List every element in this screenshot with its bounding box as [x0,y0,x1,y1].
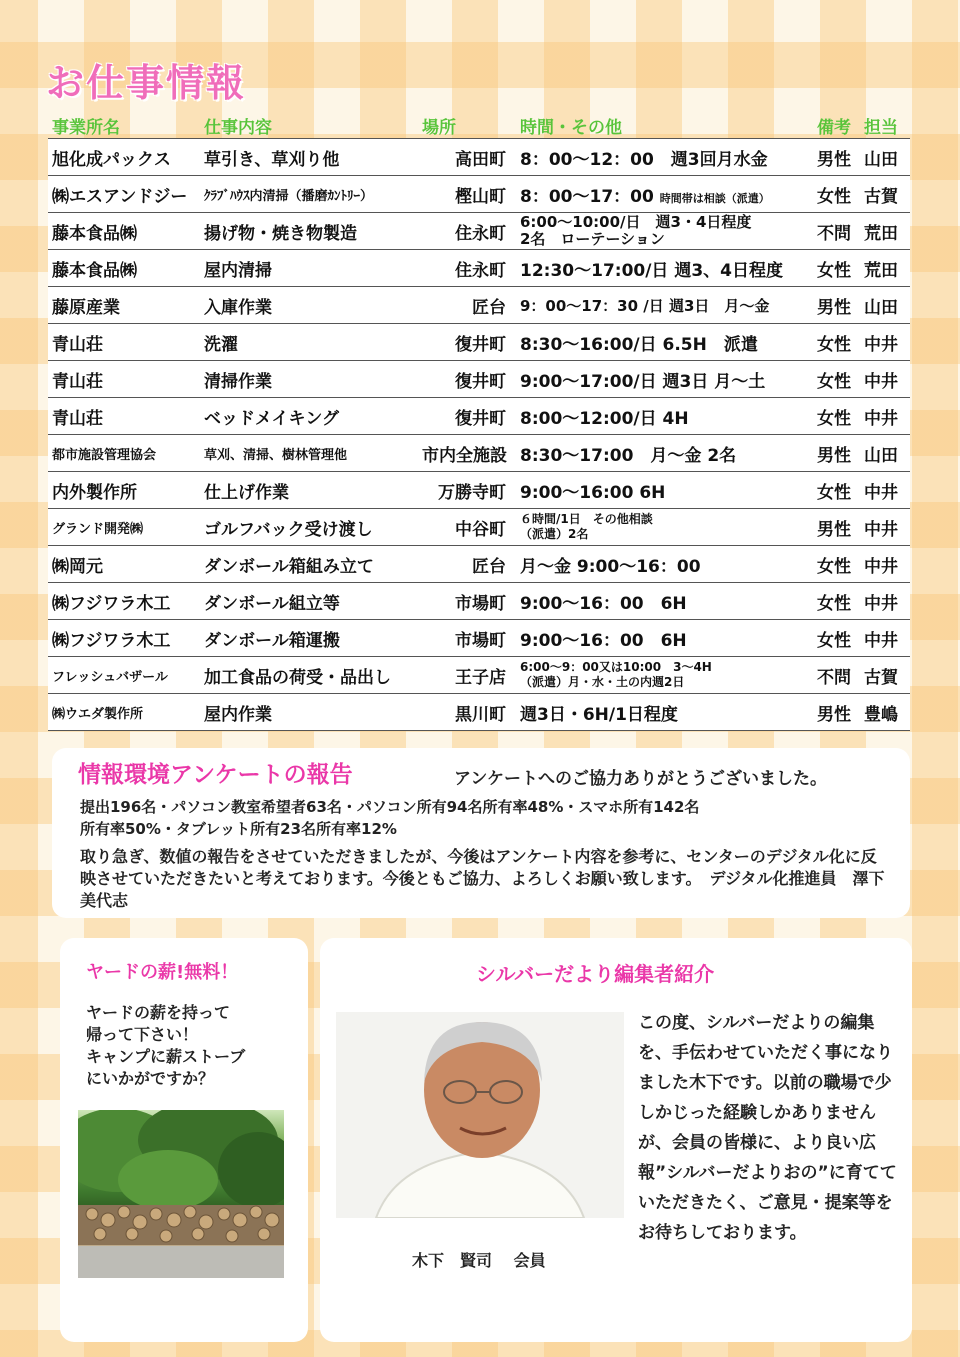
table-row [48,435,910,472]
header-time: 時間・その他 [520,118,622,138]
cell-note: 不問 [808,213,860,250]
cell-time [516,176,808,213]
yard-text: ヤードの薪を持って 帰って下さい！ キャンプに薪ストーブ にいかがですか？ [86,1003,246,1088]
cell-time: 9:00～16:00 6H [516,472,808,509]
table-row [48,324,910,361]
table-row [48,139,910,176]
cell-work: 揚げ物・焼き物製造 [200,213,418,250]
cell-note: 男性 [808,287,860,324]
header-location: 場所 [422,118,456,138]
cell-person: 中井 [860,324,910,361]
cell-location: 市内全施設 [418,435,516,472]
cell-location: 中谷町 [418,509,516,546]
cell-office: 青山荘 [48,361,200,398]
cell-office: 藤本食品㈱ [48,213,200,250]
cell-time: 6:00～10:00/日 週3・4日程度 2名 ローテーション [516,213,808,250]
table-row [48,176,910,213]
cell-time: 8:30～16:00/日 6.5H 派遣 [516,324,808,361]
header-work: 仕事内容 [204,118,272,138]
cell-work: 草刈、清掃、樹林管理他 [200,435,418,472]
cell-person: 豊嶋 [860,694,910,731]
survey-panel [52,748,910,918]
table-row [48,509,910,546]
cell-office: ㈱岡元 [48,546,200,583]
cell-office: 青山荘 [48,324,200,361]
survey-thanks: アンケートへのご協力ありがとうございました。 [454,769,827,789]
cell-office: 旭化成パックス [48,139,200,176]
cell-person: 古賀 [860,657,910,694]
cell-work: 屋内清掃 [200,250,418,287]
cell-location: 復井町 [418,324,516,361]
cell-note: 女性 [808,361,860,398]
cell-work: 入庫作業 [200,287,418,324]
cell-person: 中井 [860,620,910,657]
cell-person: 山田 [860,287,910,324]
cell-note: 女性 [808,176,860,213]
time-small: 時間帯は相談（派遣） [659,191,770,205]
survey-stats [80,796,900,840]
cell-person: 中井 [860,583,910,620]
cell-time: 9：00～17：30 /日 週3日 月～金 [516,287,808,324]
yard-panel [60,938,308,1342]
cell-time: ６時間/1日 その他相談 （派遣）2名 [516,509,808,546]
cell-location: 王子店 [418,657,516,694]
firewood-image [78,1110,284,1278]
header-office: 事業所名 [52,118,120,138]
cell-note: 男性 [808,139,860,176]
editor-portrait-image [336,1012,624,1218]
cell-person: 中井 [860,472,910,509]
cell-person: 中井 [860,546,910,583]
cell-location: 市場町 [418,620,516,657]
table-row [48,583,910,620]
cell-person: 荒田 [860,213,910,250]
table-row [48,398,910,435]
jobs-header-row [48,110,910,139]
table-row [48,250,910,287]
table-row [48,472,910,509]
cell-time: 8：00～12：00 週3回月水金 [516,139,808,176]
cell-person: 中井 [860,509,910,546]
survey-body: 取り急ぎ、数値の報告をさせていただきましたが、今後はアンケート内容を参考に、センターのデジタル化に反映させていただきたいと考えております。今後ともご協力、よろしくお願い致します。 デジタル化推進員 澤下 美代志 [80,847,901,910]
cell-person: 中井 [860,361,910,398]
cell-time: 週3日・6H/1日程度 [516,694,808,731]
header-person: 担当 [864,118,898,138]
cell-person: 山田 [860,139,910,176]
cell-person: 中井 [860,398,910,435]
cell-time: 12:30～17:00/日 週3、4日程度 [516,250,808,287]
cell-work: ｸﾗﾌﾞﾊｳｽ内清掃（播磨ｶﾝﾄﾘｰ） [200,176,418,213]
table-row [48,361,910,398]
cell-location: 復井町 [418,361,516,398]
cell-person: 荒田 [860,250,910,287]
cell-office: ㈱フジワラ木工 [48,620,200,657]
cell-office: フレッシュバザール [48,657,200,694]
cell-time: 9:00～16：00 6H [516,583,808,620]
cell-office: 青山荘 [48,398,200,435]
cell-work: ダンボール箱組み立て [200,546,418,583]
cell-office: ㈱エスアンドジー [48,176,200,213]
table-row [48,620,910,657]
cell-office: 都市施設管理協会 [48,435,200,472]
cell-person: 古賀 [860,176,910,213]
yard-title: ヤードの薪!無料！ [86,962,239,983]
cell-time: 6:00～9：00又は10:00 3～4H （派遣）月・水・土の内週2日 [516,657,808,694]
cell-location: 匠台 [418,287,516,324]
page-title: お仕事情報 [46,61,247,105]
editor-text: この度、シルバーだよりの編集を、手伝わせていただく事になりました木下です。以前の職場で少しかじった経験しかありませんが、会員の皆様に、より良い広報”シルバーだよりおの”に育てていただきたく、ご意見・提案等をお待ちしております。 [638,1013,897,1243]
cell-location: 万勝寺町 [418,472,516,509]
cell-location: 住永町 [418,250,516,287]
cell-office: 内外製作所 [48,472,200,509]
cell-office: 藤本食品㈱ [48,250,200,287]
cell-work: ゴルフバック受け渡し [200,509,418,546]
cell-work: 草引き、草刈り他 [200,139,418,176]
cell-work: 加工食品の荷受・品出し [200,657,418,694]
cell-work: ダンボール組立等 [200,583,418,620]
cell-note: 女性 [808,398,860,435]
cell-note: 女性 [808,620,860,657]
editor-title: シルバーだより編集者紹介 [476,962,715,986]
cell-note: 女性 [808,250,860,287]
cell-work: 仕上げ作業 [200,472,418,509]
cell-note: 女性 [808,583,860,620]
header-note: 備考 [817,118,851,138]
cell-time: 月～金 9:00～16：00 [516,546,808,583]
cell-time: 8:30～17:00 月～金 2名 [516,435,808,472]
time-main: 8：00～17：00 [520,186,654,207]
cell-location: 住永町 [418,213,516,250]
cell-note: 男性 [808,694,860,731]
cell-person: 山田 [860,435,910,472]
cell-location: 復井町 [418,398,516,435]
cell-office: ㈱ウエダ製作所 [48,694,200,731]
cell-location: 樫山町 [418,176,516,213]
survey-stats-line: 提出196名・パソコン教室希望者63名・パソコン所有94名所有率48%・スマホ所有142名 [80,798,700,816]
survey-stats-line: 所有率50%・タブレット所有23名所有率12% [80,820,397,838]
cell-work: ベッドメイキング [200,398,418,435]
editor-panel [320,938,912,1342]
cell-note: 女性 [808,546,860,583]
cell-note: 不問 [808,657,860,694]
editor-portrait [336,1012,624,1218]
cell-note: 男性 [808,435,860,472]
cell-time: 8:00～12:00/日 4H [516,398,808,435]
table-row [48,213,910,250]
cell-office: ㈱フジワラ木工 [48,583,200,620]
cell-note: 男性 [808,509,860,546]
table-row [48,546,910,583]
editor-caption: 木下 賢司 会員 [412,1251,546,1270]
cell-work: 洗濯 [200,324,418,361]
firewood-photo [78,1110,284,1278]
cell-work: 清掃作業 [200,361,418,398]
cell-time: 9:00～17:00/日 週3日 月～土 [516,361,808,398]
cell-time: 9:00～16：00 6H [516,620,808,657]
cell-office: グランド開発㈱ [48,509,200,546]
cell-note: 女性 [808,324,860,361]
cell-work: 屋内作業 [200,694,418,731]
cell-office: 藤原産業 [48,287,200,324]
table-row [48,287,910,324]
jobs-table [48,110,910,731]
table-row [48,657,910,694]
cell-note: 女性 [808,472,860,509]
survey-title: 情報環境アンケートの報告 [78,762,353,788]
cell-location: 市場町 [418,583,516,620]
cell-location: 高田町 [418,139,516,176]
table-row [48,694,910,731]
cell-location: 黒川町 [418,694,516,731]
cell-location: 匠台 [418,546,516,583]
cell-work: ダンボール箱運搬 [200,620,418,657]
